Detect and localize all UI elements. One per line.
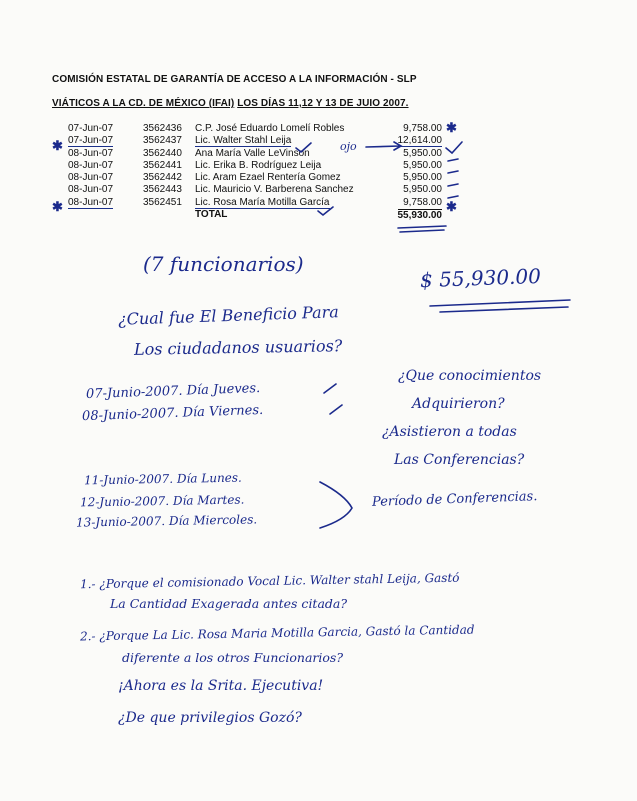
row-date: 08-Jun-07 bbox=[68, 147, 114, 159]
checkmark-icon bbox=[324, 384, 336, 393]
row-date: 07-Jun-07 bbox=[68, 123, 114, 134]
privilegios-note: ¿De que privilegios Gozó? bbox=[118, 710, 302, 726]
question-asistieron-line-2: Las Conferencias? bbox=[394, 452, 525, 468]
date-note-11: 11-Junio-2007. Día Lunes. bbox=[83, 470, 242, 488]
row-name: C.P. José Eduardo Lomelí Robles bbox=[195, 123, 345, 134]
date-note-07: 07-Junio-2007. Día Jueves. bbox=[85, 380, 261, 403]
periodo-conferencias-note: Período de Conferencias. bbox=[371, 489, 538, 510]
row-name: Lic. Rosa María Motilla García bbox=[195, 196, 330, 208]
total-row bbox=[52, 209, 472, 221]
total-amount: 55,930.00 bbox=[397, 210, 442, 222]
question-beneficio-line-1: ¿Cual fue El Beneficio Para bbox=[117, 302, 340, 329]
table-row bbox=[52, 160, 472, 172]
asterisk-mark-icon: ✱ bbox=[52, 199, 63, 214]
row-id: 3562440 bbox=[143, 147, 182, 159]
table-row bbox=[52, 197, 472, 209]
checkmark-icon bbox=[330, 405, 342, 414]
question-beneficio-line-2: Los ciudadanos usuarios? bbox=[133, 336, 343, 359]
row-date: 07-Jun-07 bbox=[68, 135, 114, 147]
date-note-08: 08-Junio-2007. Día Viernes. bbox=[81, 402, 264, 425]
table-row bbox=[52, 148, 472, 160]
row-id: 3562441 bbox=[143, 159, 182, 171]
row-date: 08-Jun-07 bbox=[68, 172, 114, 184]
funcionarios-note: (7 funcionarios) bbox=[143, 252, 304, 276]
row-amount: 5,950.00 bbox=[403, 159, 442, 171]
total-label: TOTAL bbox=[195, 209, 228, 221]
asterisk-mark-icon: ✱ bbox=[446, 199, 457, 214]
brace-icon bbox=[320, 482, 352, 528]
table-row bbox=[52, 123, 472, 135]
subtitle-part-2: LOS DÍAS 11,12 Y 13 DE JUIO 2007. bbox=[237, 98, 409, 109]
question-2-line-2: diferente a los otros Funcionarios? bbox=[122, 650, 344, 665]
row-date: 08-Jun-07 bbox=[68, 184, 114, 196]
document-subtitle bbox=[52, 98, 409, 109]
question-2-line-1: 2.- ¿Porque La Lic. Rosa Maria Motilla Garcia, Gastó la Cantidad bbox=[79, 622, 475, 644]
row-name: Lic. Erika B. Rodríguez Leija bbox=[195, 159, 322, 171]
big-total-note: $ 55,930.00 bbox=[419, 263, 542, 293]
date-note-12: 12-Junio-2007. Día Martes. bbox=[79, 492, 245, 510]
table-row bbox=[52, 172, 472, 184]
question-1-line-1: 1.- ¿Porque el comisionado Vocal Lic. Walter stahl Leija, Gastó bbox=[79, 570, 460, 592]
row-amount: 5,950.00 bbox=[403, 147, 442, 159]
document-title: COMISIÓN ESTATAL DE GARANTÍA DE ACCESO A LA INFORMACIÓN - SLP bbox=[52, 74, 417, 85]
question-asistieron-line-1: ¿Asistieron a todas bbox=[382, 424, 517, 440]
underline-mark-icon bbox=[398, 226, 446, 232]
expense-table bbox=[52, 123, 472, 221]
asterisk-mark-icon: ✱ bbox=[446, 120, 457, 135]
row-id: 3562451 bbox=[143, 196, 182, 208]
date-note-13: 13-Junio-2007. Día Miercoles. bbox=[75, 512, 258, 530]
row-name: Lic. Walter Stahl Leija bbox=[195, 135, 292, 147]
subtitle-part-1: VIÁTICOS A LA CD. DE MÉXICO (IFAI) bbox=[52, 98, 235, 109]
question-conocimientos-line-1: ¿Que conocimientos bbox=[398, 368, 542, 384]
row-id: 3562436 bbox=[143, 123, 182, 134]
row-date: 08-Jun-07 bbox=[68, 196, 114, 208]
table-row bbox=[52, 135, 472, 147]
table-row bbox=[52, 184, 472, 196]
row-amount: 5,950.00 bbox=[403, 172, 442, 184]
row-id: 3562443 bbox=[143, 184, 182, 196]
row-amount: 5,950.00 bbox=[403, 184, 442, 196]
asterisk-mark-icon: ✱ bbox=[52, 138, 63, 153]
row-amount: 9,758.00 bbox=[403, 196, 442, 208]
underline-mark-icon bbox=[430, 300, 570, 312]
question-1-line-2: La Cantidad Exagerada antes citada? bbox=[110, 596, 348, 611]
ahora-note: ¡Ahora es la Srita. Ejecutiva! bbox=[118, 678, 324, 694]
row-name: Lic. Aram Ezael Rentería Gomez bbox=[195, 172, 341, 184]
row-name: Lic. Mauricio V. Barberena Sanchez bbox=[195, 184, 354, 196]
row-name: Ana María Valle LeVinson bbox=[195, 147, 310, 159]
row-date: 08-Jun-07 bbox=[68, 159, 114, 171]
ojo-note: ojo bbox=[340, 140, 357, 153]
row-amount: 12,614.00 bbox=[397, 135, 442, 147]
row-id: 3562442 bbox=[143, 172, 182, 184]
row-id: 3562437 bbox=[143, 135, 182, 147]
row-amount: 9,758.00 bbox=[403, 123, 442, 134]
question-conocimientos-line-2: Adquirieron? bbox=[412, 396, 505, 412]
